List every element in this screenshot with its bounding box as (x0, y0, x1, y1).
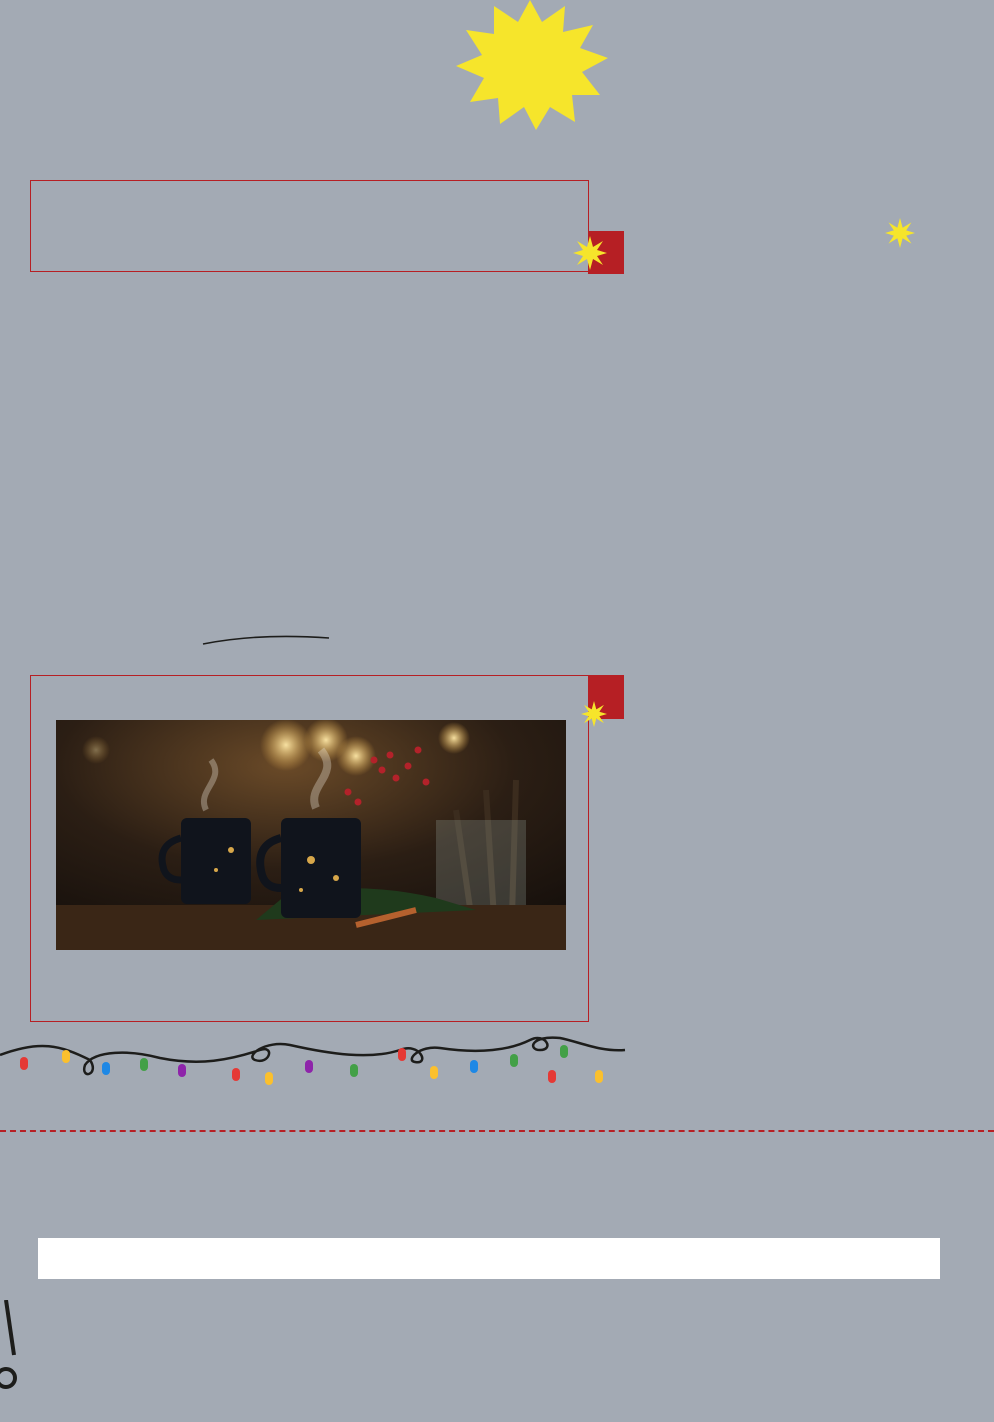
advent-gluehen-box (30, 675, 589, 1022)
cut-line (0, 1130, 994, 1132)
star-icon (573, 236, 607, 270)
title-advents (14, 3, 341, 49)
star-icon (581, 701, 607, 727)
contact-fields[interactable] (38, 1238, 940, 1279)
mass-info-box (30, 180, 589, 272)
scissors-icon (0, 1300, 20, 1390)
star-icon (885, 218, 915, 248)
signature (133, 598, 333, 678)
mulled-wine-photo (56, 720, 566, 950)
christmas-lights-decoration (0, 1020, 630, 1095)
starburst-shape (450, 0, 610, 130)
title-fenster (52, 67, 408, 117)
event-starburst (450, 0, 610, 130)
photo-illustration (56, 720, 566, 950)
